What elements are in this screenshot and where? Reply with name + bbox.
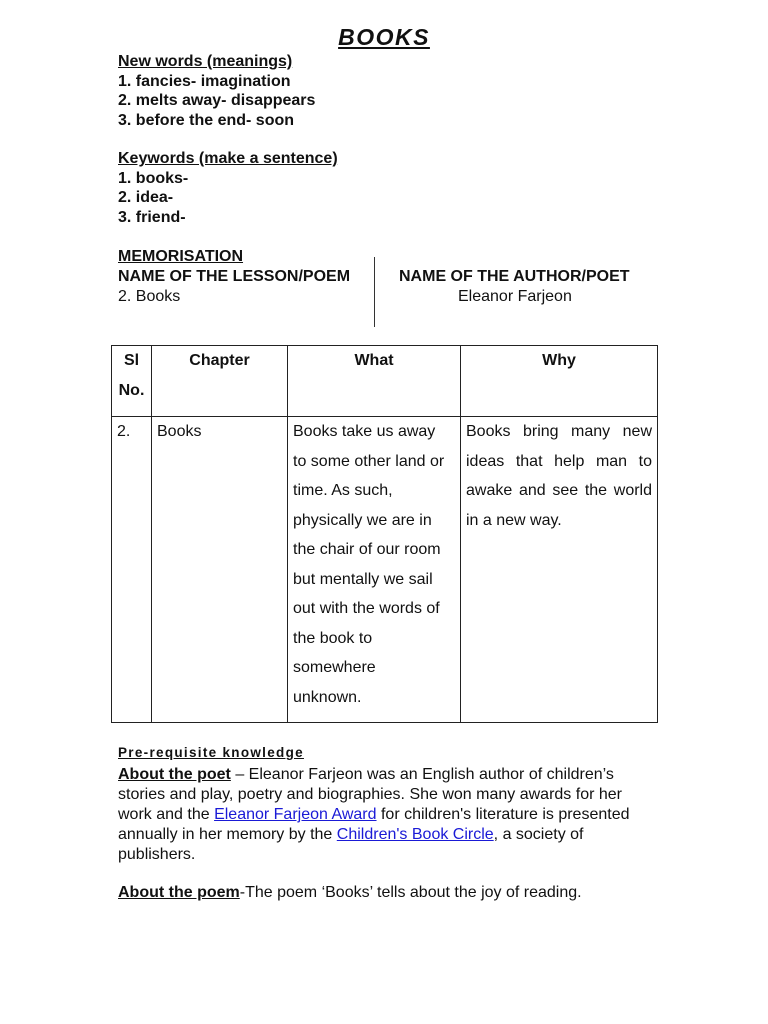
about-poet-text: , a society of publishers. [118,826,584,863]
cell-why: Books bring many new ideas that help man to awake and see the world in a new way. [461,417,658,723]
about-poem-label: About the poem [118,884,240,901]
header-sl-line1: Sl [123,352,140,369]
cell-sl: 2. [112,417,152,723]
about-poem-paragraph [118,883,678,903]
prereq-heading: Pre-requisite knowledge [118,745,304,760]
what-line: unknown. [293,688,362,706]
about-poet-text: – Eleanor Farjeon was an English author of children’s stories and play, poetry and biographies. She won many awards for her work and the [118,766,622,823]
header-sl-line2: No. [118,381,145,399]
header-sl-no [112,346,152,417]
new-words-heading: New words (meanings) [118,53,293,70]
cell-chapter: Books [152,417,288,723]
header-what: What [288,346,461,417]
what-line: out with the words of [293,600,440,617]
about-poet-label: About the poet [118,766,231,783]
about-poem-text: -The poem ‘Books’ tells about the joy of reading. [239,884,582,901]
what-line: the book to [293,629,373,647]
new-word-item: 1. fancies- imagination [118,73,291,90]
memorisation-heading: MEMORISATION [118,248,244,265]
eleanor-farjeon-award-link[interactable]: Eleanor Farjeon Award [214,806,377,823]
lesson-table [111,345,658,723]
keyword-item: 1. books- [118,170,189,187]
keywords-heading: Keywords (make a sentence) [118,150,338,167]
about-poet-text: for children's literature is presented annually in her memory by the [118,806,630,843]
new-word-item: 2. melts away- disappears [118,92,316,109]
table-row [112,417,658,723]
column-divider [374,257,375,327]
childrens-book-circle-link[interactable]: Children's Book Circle [336,826,494,843]
lesson-label: NAME OF THE LESSON/POEM [118,268,351,285]
header-why: Why [461,346,658,417]
what-line: but mentally we sail [293,570,433,588]
what-line: Books take us away [293,423,436,440]
what-line: physically we are in [293,511,432,529]
author-value: Eleanor Farjeon [458,288,572,305]
cell-what [288,417,461,723]
what-line: the chair of our room [293,541,441,558]
author-label: NAME OF THE AUTHOR/POET [399,268,630,285]
about-poet-paragraph [118,765,638,865]
table-header-row [112,346,658,417]
what-line: somewhere [293,659,376,676]
header-chapter: Chapter [152,346,288,417]
what-line: time. As such, [293,482,393,499]
page-title: BOOKS [338,24,430,50]
what-line: to some other land or [293,452,445,470]
lesson-value: 2. Books [118,288,181,305]
new-word-item: 3. before the end- soon [118,112,295,129]
keyword-item: 3. friend- [118,209,186,226]
keyword-item: 2. idea- [118,189,174,206]
